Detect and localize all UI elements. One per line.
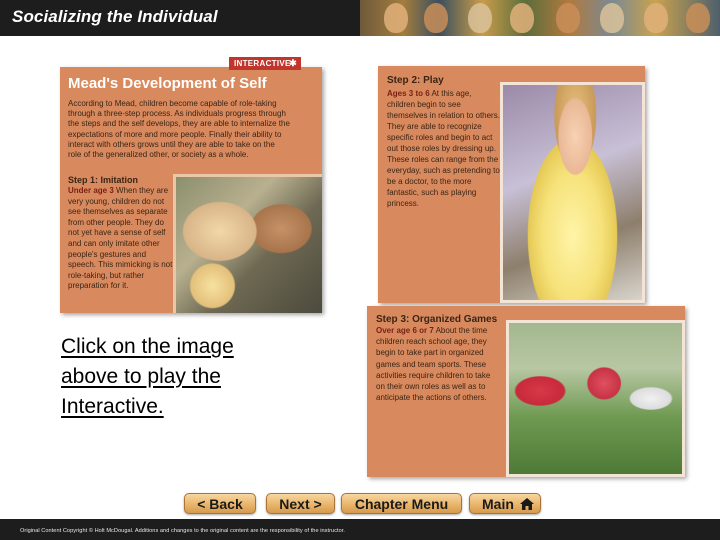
banner-face-3 [468,3,492,33]
princess-girl-photo [500,82,645,303]
page-title: Socializing the Individual [12,7,218,26]
step2-text [387,88,501,209]
next-button[interactable]: Next > [266,493,335,514]
back-button[interactable]: < Back [184,493,256,514]
interactive-tag-label: INTERACTIVE [234,59,291,68]
step3-text [376,325,500,403]
soccer-kids-photo [506,320,685,477]
step3-description: About the time children reach school age, they begin to take part in organized games and team sports. These activities require children to take on their own roles as well as to anticipate the actions of others. [376,326,491,403]
main-button-label: Main [482,496,514,512]
step3-card [367,306,685,477]
interactive-image[interactable] [60,67,322,313]
step2-card [378,66,645,303]
header-banner-image [360,0,720,36]
banner-face-6 [600,3,624,33]
step2-title: Step 2: Play [387,75,444,86]
family-photo [173,174,322,313]
copyright-text: Original Content Copyright © Holt McDougal. Additions and changes to the original content are the responsibility of the instructor. [20,528,346,534]
banner-face-8 [686,3,710,33]
step2-age: Ages 3 to 6 [387,89,430,98]
home-icon [520,498,534,510]
step3-title: Step 3: Organized Games [376,314,498,325]
header-bar [0,0,720,36]
chapter-menu-button[interactable]: Chapter Menu [341,493,462,514]
star-icon: ✱ [289,58,297,68]
banner-face-2 [424,3,448,33]
card-title: Mead's Development of Self [68,75,267,92]
card-intro-text: According to Mead, children become capable of role-taking through a three-step process. As individuals progress through the steps and the self develops, they are able to internalize the expectations of more and more people. Finally their ability to interact with others grows until they are able to take on the role of the generalized other, or society as a whole. [68,99,290,160]
footer-bar [0,519,720,540]
main-button[interactable] [469,493,541,514]
step1-description: When they are very young, children do not see themselves as separate from other people. They do not yet have a sense of self and can only imitate other people's gestures and speech. This mimicking is not role-taking, but rather preparation for it. [68,186,173,291]
banner-face-7 [644,3,668,33]
step3-age: Over age 6 or 7 [376,326,434,335]
banner-face-5 [556,3,580,33]
step2-description: At this age, children begin to see themselves in relation to others. They are able to recognize specific roles and begin to act out those roles by dressing up. These roles can range from the everyday, such as pretending to be a doctor, to the more fantastic, such as playing princess. [387,89,500,208]
interactive-tag [229,57,301,70]
banner-face-4 [510,3,534,33]
banner-face-1 [384,3,408,33]
step1-title: Step 1: Imitation [68,175,139,185]
step1-text [68,186,176,292]
step1-age: Under age 3 [68,186,114,195]
play-interactive-link[interactable]: Click on the image above to play the Interactive. [61,335,234,418]
